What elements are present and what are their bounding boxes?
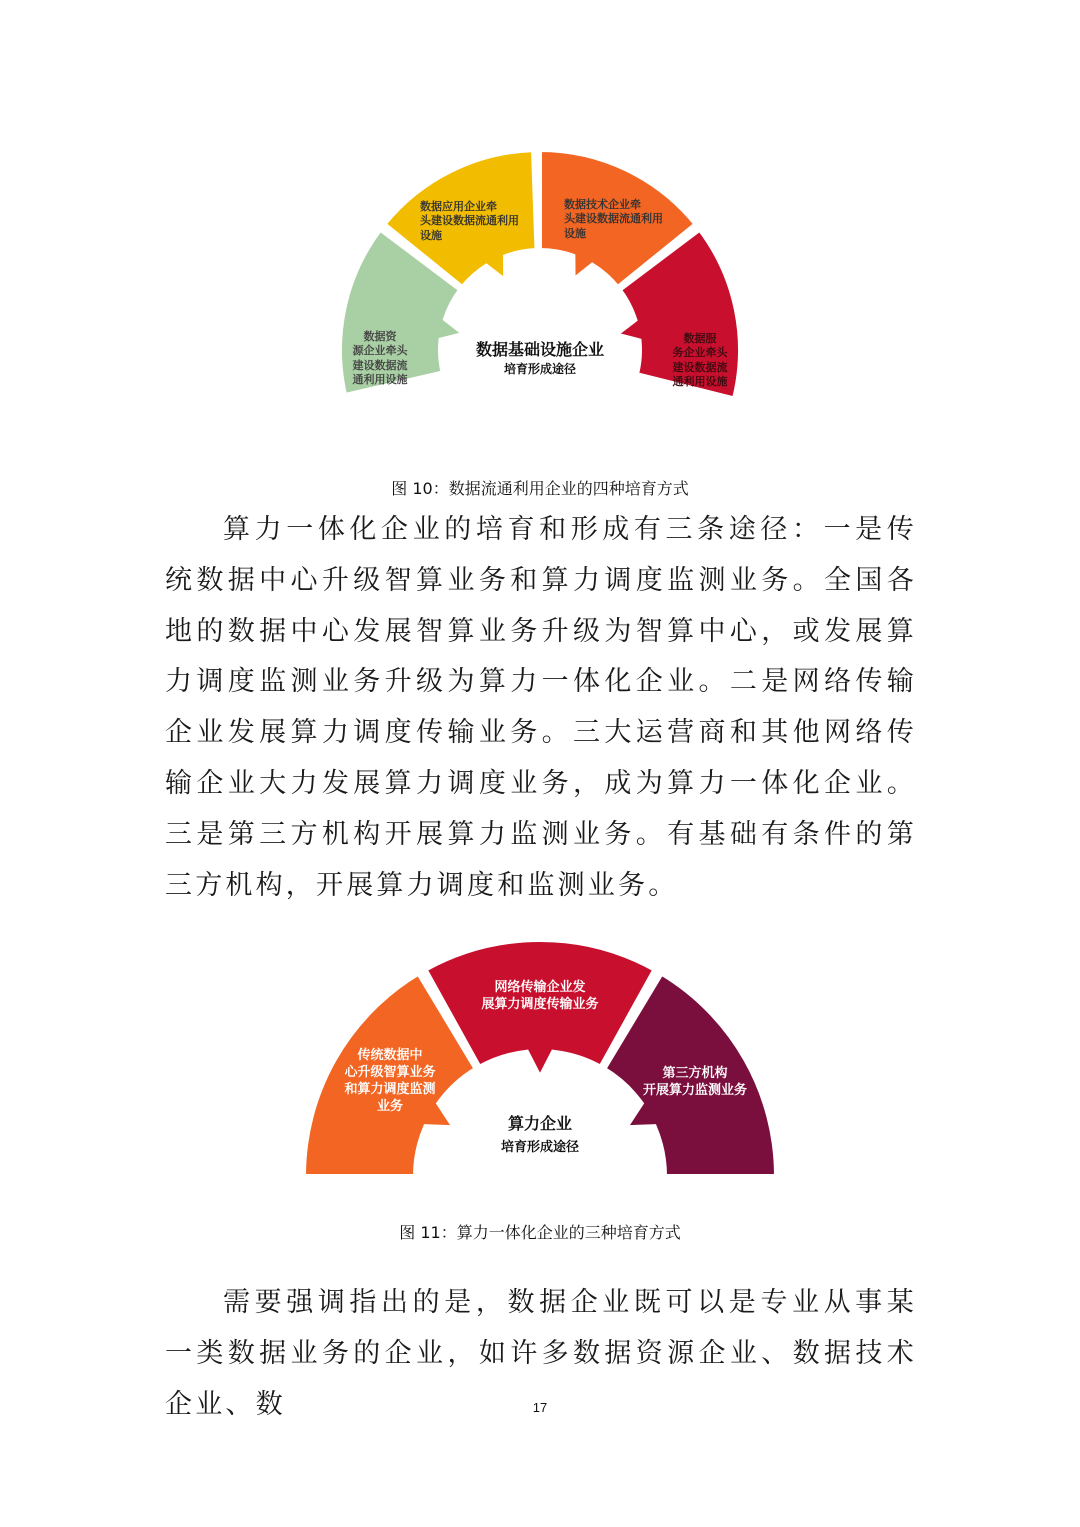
fig10-center-subtitle: 培育形成途径 <box>503 362 576 376</box>
fig10-segment-3-label: 数据技术企业牵 头建设数据流通利用 设施 <box>564 198 663 240</box>
fig10-center-title: 数据基础设施企业 <box>475 340 604 359</box>
fig10-segment-1-label: 数据资 源企业牵头 建设数据流 通利用设施 <box>352 330 408 386</box>
figure-10-caption: 图 10：数据流通利用企业的四种培育方式 <box>391 479 689 498</box>
fig10-segment-2-label: 数据应用企业牵 头建设数据流通利用 设施 <box>420 200 519 242</box>
body-paragraph-1: 算力一体化企业的培育和形成有三条途径：一是传统数据中心升级智算业务和算力调度监测业务。全国各地的数据中心发展智算业务升级为智算中心，或发展算力调度监测业务升级为算力一体化企业。二是网络传输企业发展算力调度传输业务。三大运营商和其他网络传输企业大力发展算力调度业务，成为算力一体化企业。三是第三方机构开展算力监测业务。有基础有条件的第三方机构，开展算力调度和监测业务。 <box>165 514 917 901</box>
figure-10-diagram <box>330 150 750 460</box>
fig11-segment-3-label: 第三方机构 开展算力监测业务 <box>642 1066 747 1098</box>
fig11-center-title: 算力企业 <box>507 1114 572 1133</box>
page-number: 17 <box>532 1400 548 1415</box>
figure-11-diagram <box>300 940 780 1180</box>
fig11-segment-2-label: 网络传输企业发 展算力调度传输业务 <box>481 980 599 1012</box>
fig11-center-subtitle: 培育形成途径 <box>500 1140 579 1155</box>
body-paragraph-2: 需要强调指出的是，数据企业既可以是专业从事某一类数据业务的企业，如许多数据资源企业、数据技术企业、数 <box>165 1287 917 1420</box>
figure-10-svg <box>330 150 750 460</box>
figure-11-caption: 图 11：算力一体化企业的三种培育方式 <box>399 1223 681 1242</box>
fig11-segment-1-label: 传统数据中 心升级智算业务 和算力调度监测 业务 <box>344 1048 436 1114</box>
fig10-segment-4-label: 数据服 务企业牵头 建设数据流 通利用设施 <box>672 332 728 388</box>
